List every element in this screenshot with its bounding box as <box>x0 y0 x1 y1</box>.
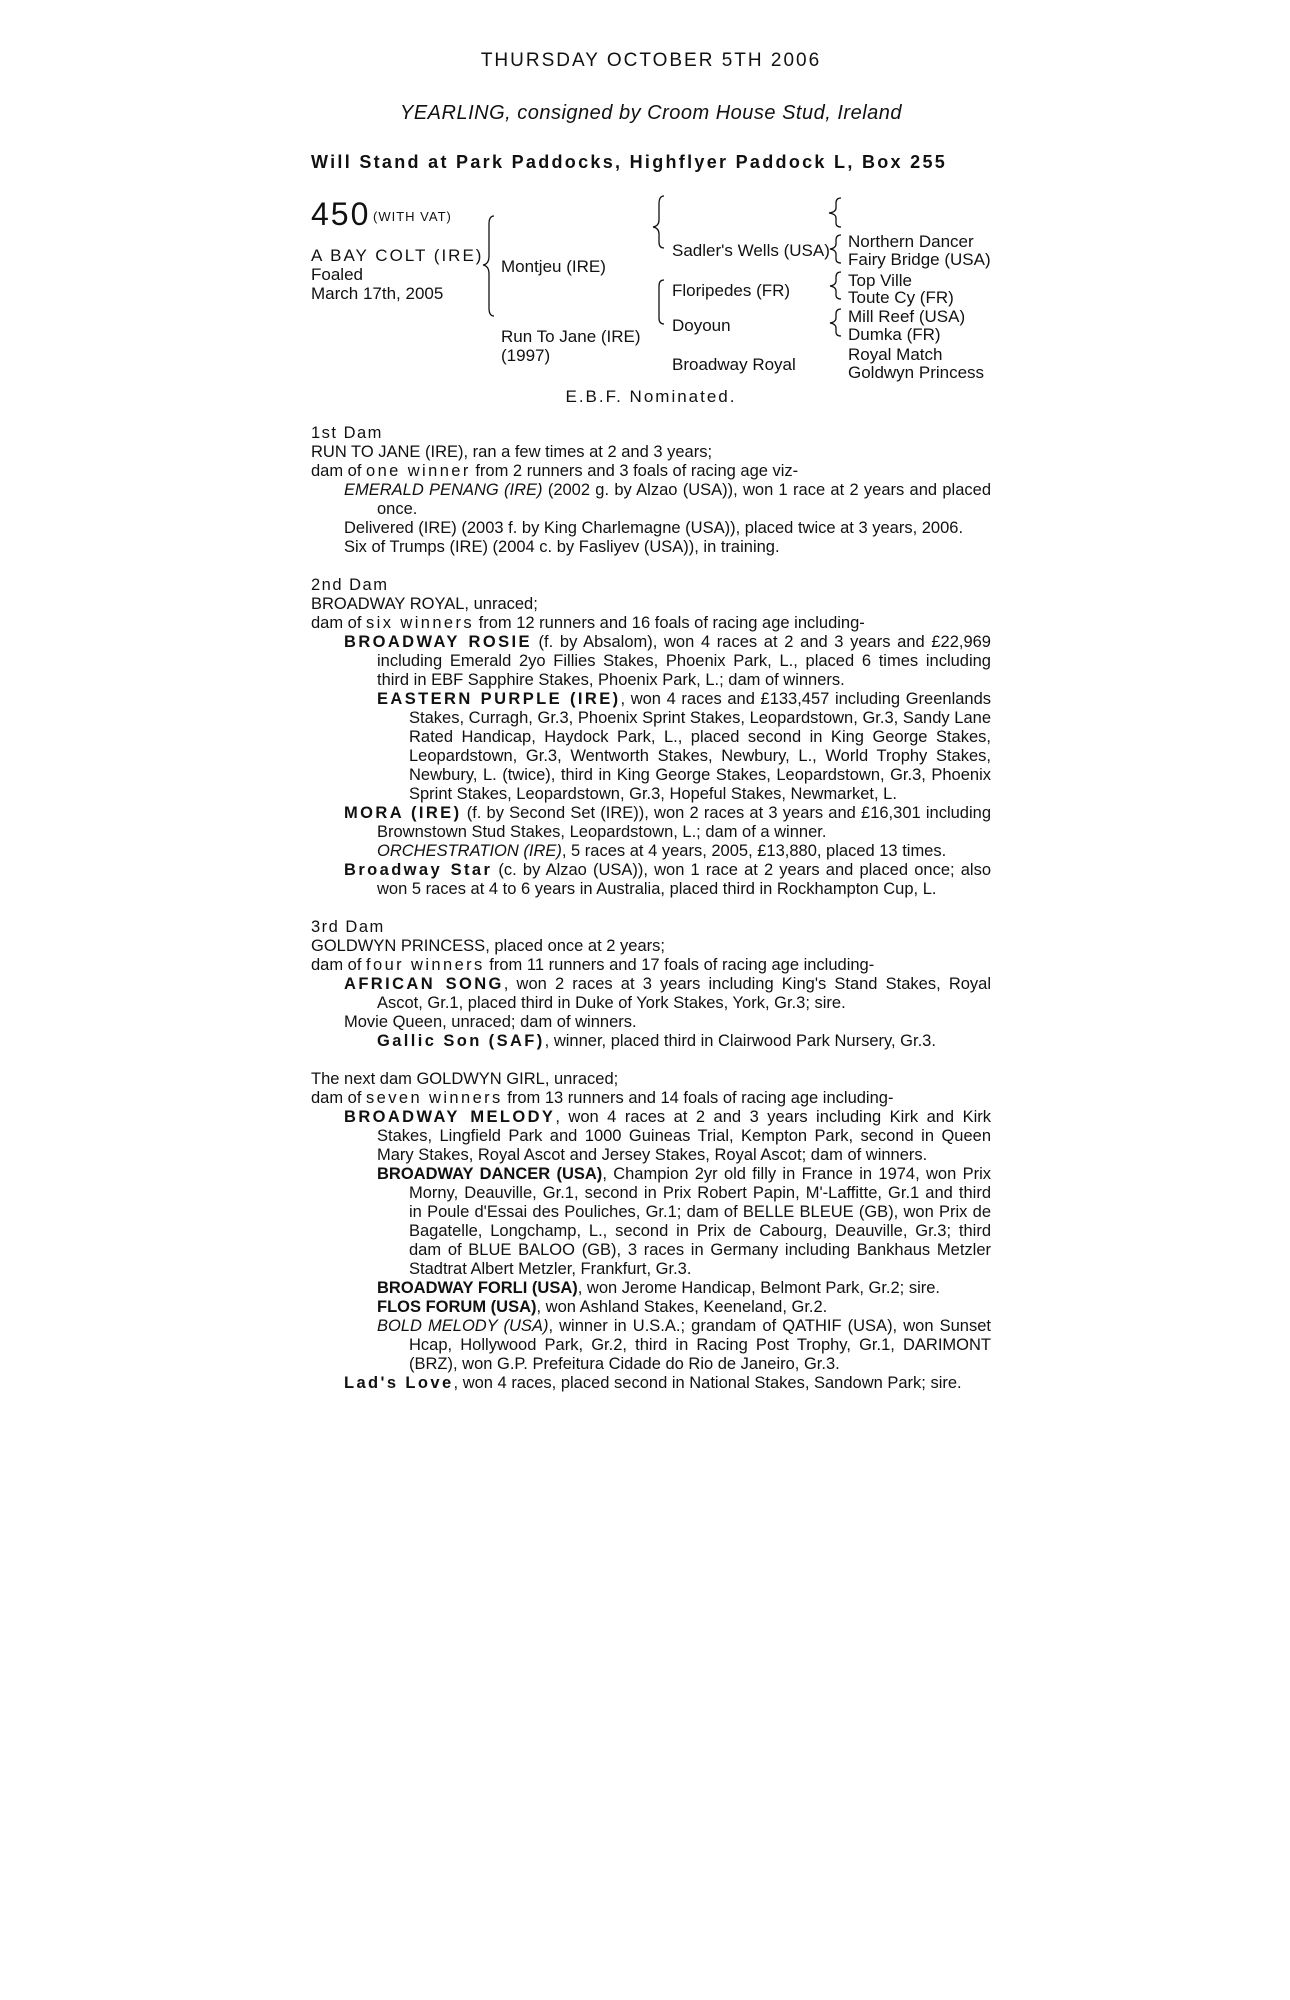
produce-record <box>311 424 991 1393</box>
pedigree-sire-sire: Sadler's Wells (USA) <box>672 241 830 260</box>
third-dam-heading: 3rd Dam <box>311 918 385 936</box>
pedigree-gen4-1: Northern Dancer <box>848 232 974 251</box>
pedigree-sire: Montjeu (IRE) <box>501 257 606 276</box>
produce-entry: ORCHESTRATION (IRE), 5 races at 4 years, 2005, £13,880, placed 13 times. <box>377 842 947 860</box>
lot-description: A BAY COLT (IRE) <box>311 246 484 265</box>
produce-entry: BOLD MELODY (USA), winner in U.S.A.; grandam of QATHIF (USA), won Sunset Hcap, Hollywood Park, Gr.2, third in Racing Post Trophy, Gr.1, DARIMONT (BRZ), won G.P. Prefeitura Cidade do Rio de Janeiro, Gr.3. <box>377 1317 991 1373</box>
first-dam-winners-line: dam of one winner from 2 runners and 3 foals of racing age viz- <box>311 462 799 480</box>
pedigree-dam-sire: Doyoun <box>672 316 731 335</box>
produce-entry: FLOS FORUM (USA), won Ashland Stakes, Keeneland, Gr.2. <box>377 1298 828 1316</box>
sale-date: THURSDAY OCTOBER 5TH 2006 <box>480 50 822 71</box>
produce-entry: Broadway Star (c. by Alzao (USA)), won 1 race at 2 years and placed once; also won 5 races at 4 to 6 years in Australia, placed third in Rockhampton Cup, L. <box>344 861 991 898</box>
stand-location: Will Stand at Park Paddocks, Highflyer Paddock L, Box 255 <box>311 152 948 172</box>
produce-entry: MORA (IRE) (f. by Second Set (IRE)), won 2 races at 3 years and £16,301 including Brownstown Stud Stakes, Leopardstown, L.; dam of a winner. <box>344 804 991 841</box>
pedigree-table <box>311 188 1001 382</box>
third-dam-line: GOLDWYN PRINCESS, placed once at 2 years; <box>311 937 665 955</box>
first-dam-line: RUN TO JANE (IRE), ran a few times at 2 and 3 years; <box>311 443 713 461</box>
produce-entry: Gallic Son (SAF), winner, placed third in Clairwood Park Nursery, Gr.3. <box>377 1032 936 1050</box>
second-dam-heading: 2nd Dam <box>311 576 389 594</box>
third-dam-winners-line: dam of four winners from 11 runners and 17 foals of racing age including- <box>311 956 875 974</box>
produce-entry: Movie Queen, unraced; dam of winners. <box>344 1013 637 1031</box>
pedigree-dam-dam: Broadway Royal <box>672 355 796 374</box>
pedigree-gen4-5: Mill Reef (USA) <box>848 307 966 326</box>
pedigree-gen4-4: Toute Cy (FR) <box>848 288 954 307</box>
second-dam-winners-line: dam of six winners from 12 runners and 16 foals of racing age including- <box>311 614 865 632</box>
pedigree-sire-dam: Floripedes (FR) <box>672 281 791 300</box>
pedigree-gen4-8: Goldwyn Princess <box>848 363 985 382</box>
lot-number: 450 <box>311 196 371 232</box>
ebf-nominated: E.B.F. Nominated. <box>565 387 737 406</box>
produce-entry: BROADWAY ROSIE (f. by Absalom), won 4 races at 2 and 3 years and £22,969 including Emerald 2yo Fillies Stakes, Phoenix Park, L., placed 6 times including third in EBF Sapphire Stakes, Phoenix Park, L.; dam of winners. <box>344 633 991 689</box>
pedigree-gen4-7: Royal Match <box>848 345 943 364</box>
pedigree-dam-year: (1997) <box>501 346 551 365</box>
next-dam-winners-line: dam of seven winners from 13 runners and 14 foals of racing age including- <box>311 1089 894 1107</box>
produce-entry: BROADWAY FORLI (USA), won Jerome Handicap, Belmont Park, Gr.2; sire. <box>377 1279 941 1297</box>
vat-label: (WITH VAT) <box>373 209 452 224</box>
pedigree-dam: Run To Jane (IRE) <box>501 327 641 346</box>
produce-entry: Six of Trumps (IRE) (2004 c. by Fasliyev (USA)), in training. <box>344 538 780 556</box>
produce-entry: EMERALD PENANG (IRE) (2002 g. by Alzao (USA)), won 1 race at 2 years and placed once. <box>344 481 991 518</box>
next-dam-line: The next dam GOLDWYN GIRL, unraced; <box>311 1070 619 1088</box>
foaled-date: March 17th, 2005 <box>311 284 444 303</box>
produce-entry: AFRICAN SONG, won 2 races at 3 years including King's Stand Stakes, Royal Ascot, Gr.1, placed third in Duke of York Stakes, York, Gr.3; sire. <box>344 975 992 1012</box>
pedigree-gen4-6: Dumka (FR) <box>848 325 941 344</box>
pedigree-gen4-3: Top Ville <box>848 271 912 290</box>
second-dam-line: BROADWAY ROYAL, unraced; <box>311 595 538 613</box>
produce-entry: Lad's Love, won 4 races, placed second in National Stakes, Sandown Park; sire. <box>344 1374 962 1392</box>
produce-entry: BROADWAY MELODY, won 4 races at 2 and 3 years including Kirk and Kirk Stakes, Lingfield Park and 1000 Guineas Trial, Kempton Park, second in Queen Mary Stakes, Royal Ascot and Jersey Stakes, Royal Ascot; dam of winners. <box>344 1108 992 1164</box>
produce-entry: BROADWAY DANCER (USA), Champion 2yr old filly in France in 1974, won Prix Morny, Deauville, Gr.1, second in Prix Robert Papin, M'-Laffitte, Gr.1 and third in Poule d'Essai des Pouliches, Gr.1; dam of BELLE BLEUE (GB), won Prix de Bagatelle, Longchamp, L., second in Prix de Cabourg, Deauville, Gr.3; third dam of BLUE BALOO (GB), 3 races in Germany including Bankhaus Metzler Stadtrat Albert Metzler, Frankfurt, Gr.3. <box>377 1165 991 1278</box>
produce-entry: Delivered (IRE) (2003 f. by King Charlemagne (USA)), placed twice at 3 years, 2006. <box>344 519 964 537</box>
foaled-label: Foaled <box>311 265 363 284</box>
yearling-consignor-line: YEARLING, consigned by Croom House Stud, Ireland <box>399 102 903 124</box>
produce-entry: EASTERN PURPLE (IRE), won 4 races and £133,457 including Greenlands Stakes, Curragh, Gr.3, Phoenix Sprint Stakes, Leopardstown, Gr.3, Sandy Lane Rated Handicap, Haydock Park, L., placed second in King George Stakes, Leopardstown, Gr.3, Wentworth Stakes, Newbury, L., World Trophy Stakes, Newbury, L. (twice), third in King George Stakes, Leopardstown, Gr.3, Phoenix Sprint Stakes, Leopardstown, Gr.3, Hopeful Stakes, Newmarket, L. <box>377 690 992 803</box>
pedigree-gen4-2: Fairy Bridge (USA) <box>848 250 991 269</box>
first-dam-heading: 1st Dam <box>311 424 383 442</box>
